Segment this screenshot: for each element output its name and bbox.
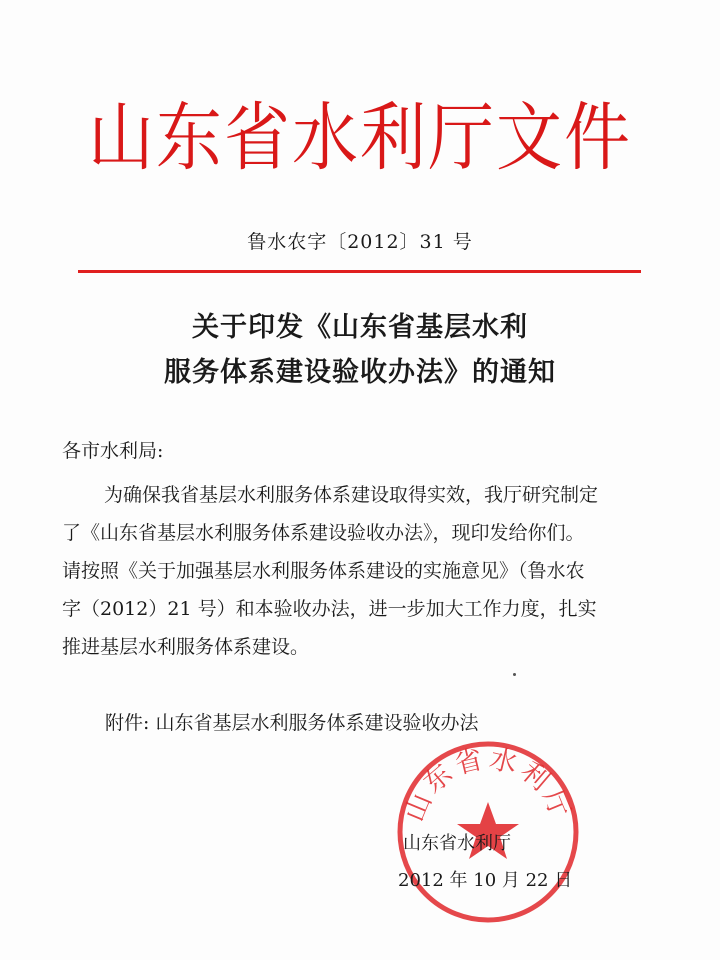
body-line: 字（2012）21 号）和本验收办法，进一步加大工作力度，扎实 xyxy=(62,598,597,620)
seal-text: 山东省水利厅 xyxy=(398,743,578,827)
scan-speck xyxy=(513,673,516,676)
document-title xyxy=(0,305,720,395)
salutation: 各市水利局: xyxy=(62,440,164,462)
title-line-2: 服务体系建设验收办法》的通知 xyxy=(164,357,556,388)
red-divider-line xyxy=(78,270,641,273)
body-line: 推进基层水利服务体系建设。 xyxy=(62,636,310,658)
title-line-1: 关于印发《山东省基层水利 xyxy=(192,312,528,343)
body-line: 了《山东省基层水利服务体系建设验收办法》，现印发给你们。 xyxy=(62,522,585,544)
body-line: 为确保我省基层水利服务体系建设取得实效，我厅研究制定 xyxy=(104,484,599,506)
issue-date: 2012 年 10 月 22 日 xyxy=(398,870,573,891)
issuer-name: 山东省水利厅 xyxy=(403,833,511,854)
body-line: 请按照《关于加强基层水利服务体系建设的实施意见》（鲁水农 xyxy=(62,560,585,582)
document-masthead: 山东省水利厅文件 xyxy=(88,94,632,182)
document-number: 鲁水农字〔2012〕31 号 xyxy=(247,231,473,253)
attachment-note: 附件: 山东省基层水利服务体系建设验收办法 xyxy=(105,712,479,734)
body-paragraph xyxy=(62,476,652,666)
